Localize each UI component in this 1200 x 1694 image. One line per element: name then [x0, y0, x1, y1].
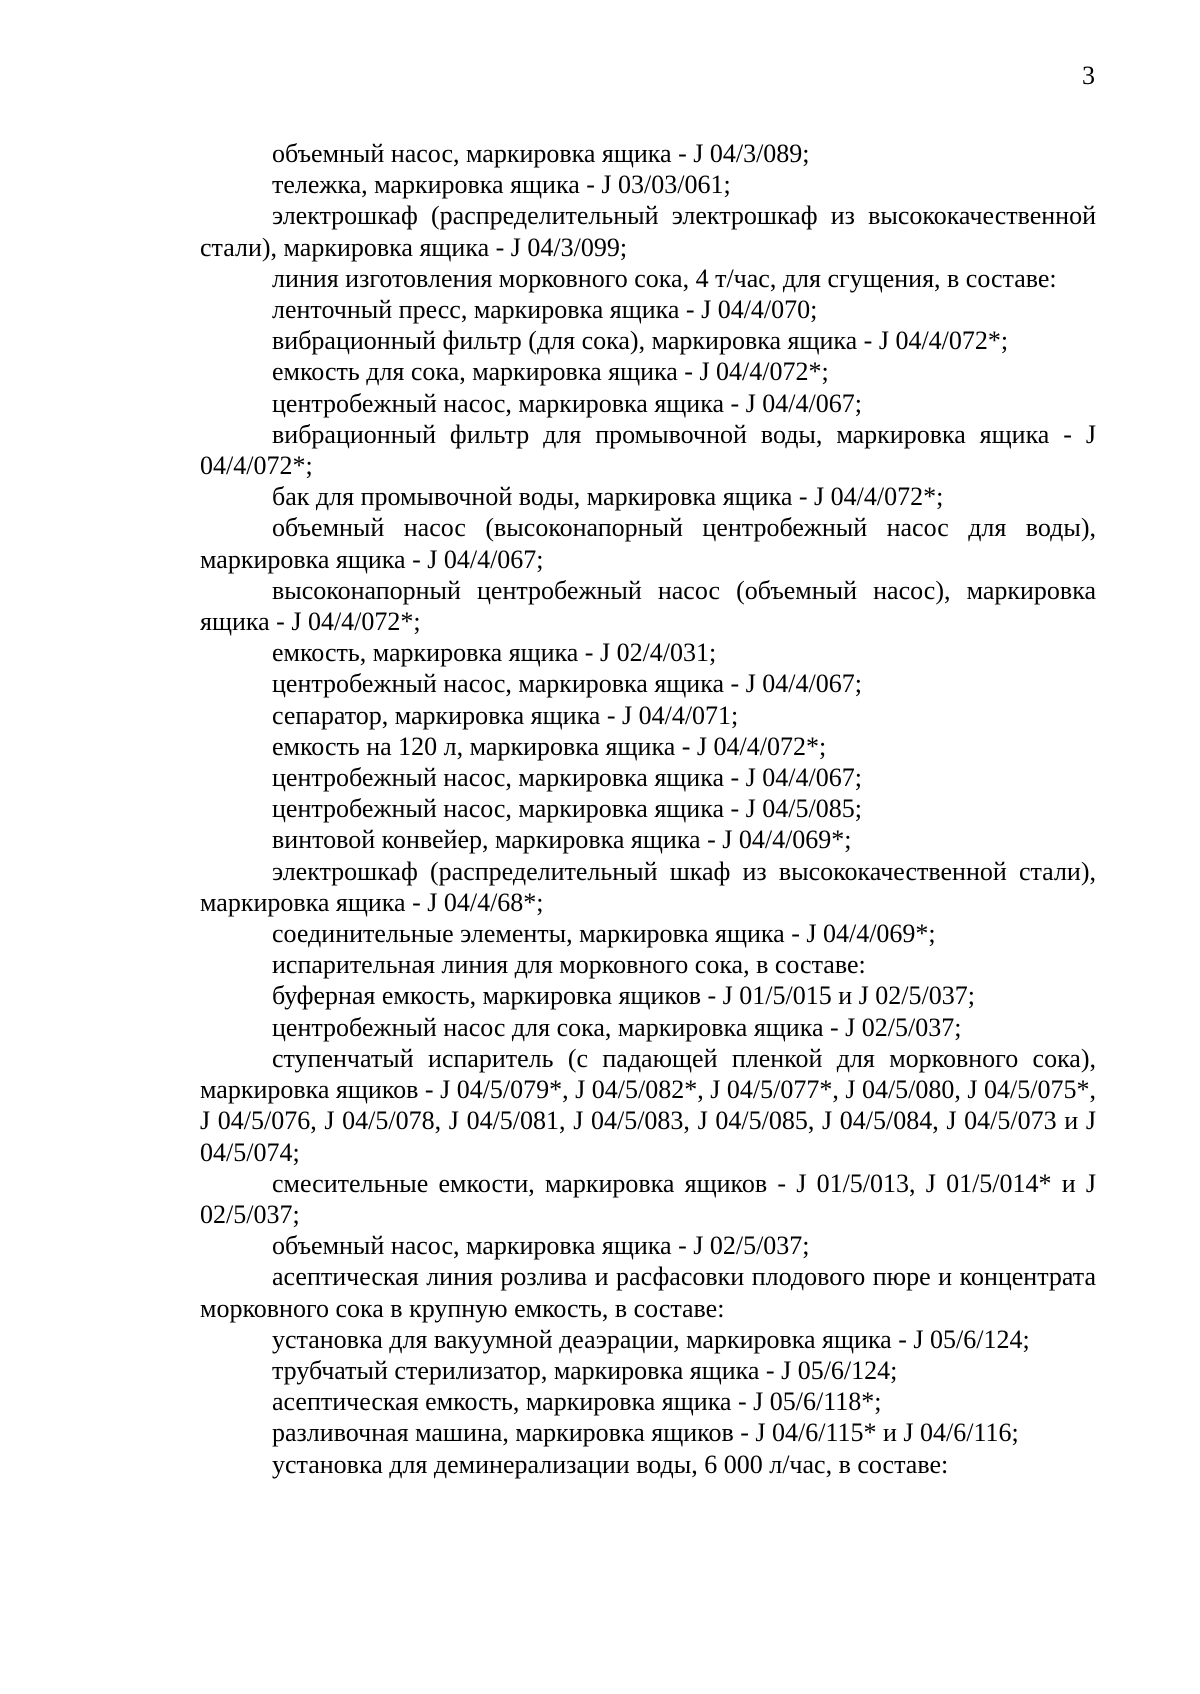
paragraph: установка для деминерализации воды, 6 000 л/час, в составе:: [272, 1449, 949, 1479]
paragraph: линия изготовления морковного сока, 4 т/час, для сгущения, в составе:: [272, 263, 1057, 293]
paragraph: емкость на 120 л, маркировка ящика - J 04/4/072*;: [272, 731, 827, 761]
paragraph: центробежный насос, маркировка ящика - J 04/4/067;: [272, 763, 862, 793]
paragraph: бак для промывочной воды, маркировка ящика - J 04/4/072*;: [272, 482, 944, 512]
paragraph: центробежный насос, маркировка ящика - J 04/4/067;: [272, 669, 862, 699]
paragraph: испарительная линия для морковного сока, в составе:: [272, 950, 866, 980]
paragraph: вибрационный фильтр (для сока), маркировка ящика - J 04/4/072*;: [272, 326, 1009, 356]
paragraph: объемный насос, маркировка ящика - J 02/5/037;: [272, 1231, 810, 1261]
paragraph: емкость для сока, маркировка ящика - J 04/4/072*;: [272, 357, 829, 387]
paragraph: центробежный насос для сока, маркировка ящика - J 02/5/037;: [272, 1012, 962, 1042]
page-number: 3: [1082, 61, 1095, 90]
paragraph: ленточный пресс, маркировка ящика - J 04/4/070;: [272, 295, 818, 325]
paragraph: разливочная машина, маркировка ящиков - J 04/6/115* и J 04/6/116;: [272, 1418, 1019, 1448]
paragraph: асептическая емкость, маркировка ящика - J 05/6/118*;: [272, 1387, 882, 1417]
paragraph: асептическая линия розлива и расфасовки плодового пюре и концентрата морковного сока в крупную емкость, в составе:: [200, 1262, 1096, 1323]
paragraph: смесительные емкости, маркировка ящиков - J 01/5/013, J 01/5/014* и J 02/5/037;: [200, 1168, 1096, 1229]
paragraph: тележка, маркировка ящика - J 03/03/061;: [272, 170, 731, 200]
paragraph: установка для вакуумной деаэрации, маркировка ящика - J 05/6/124;: [272, 1324, 1030, 1354]
paragraph: высоконапорный центробежный насос (объемный насос), маркировка ящика - J 04/4/072*;: [200, 575, 1096, 637]
paragraph: вибрационный фильтр для промывочной воды, маркировка ящика - J 04/4/072*;: [200, 419, 1096, 481]
paragraph: сепаратор, маркировка ящика - J 04/4/071;: [272, 700, 739, 730]
paragraph: буферная емкость, маркировка ящиков - J 01/5/015 и J 02/5/037;: [272, 981, 975, 1011]
paragraph: центробежный насос, маркировка ящика - J 04/5/085;: [272, 794, 862, 824]
paragraph: ступенчатый испаритель (с падающей пленкой для морковного сока), маркировка ящиков - J 04/5/079*, J 04/5/082*, J 04/5/077*, J 04/5/080, J 04/5/075*, J 04/5/076, J 04/5/078, J 04/5/081, J 04/5/083, J 04/5/085, J 04/5/084, J 04/5/073 и J 04/5/074;: [200, 1043, 1096, 1167]
paragraph: электрошкаф (распределительный электрошкаф из высококачественной стали), маркировка ящика - J 04/3/099;: [200, 201, 1096, 262]
paragraph: винтовой конвейер, маркировка ящика - J 04/4/069*;: [272, 825, 852, 855]
paragraph: объемный насос (высоконапорный центробежный насос для воды), маркировка ящика - J 04/4/067;: [200, 513, 1096, 574]
paragraph: центробежный насос, маркировка ящика - J 04/4/067;: [272, 388, 862, 418]
paragraph: трубчатый стерилизатор, маркировка ящика - J 05/6/124;: [272, 1355, 898, 1385]
paragraph: электрошкаф (распределительный шкаф из высококачественной стали), маркировка ящика - J 04/4/68*;: [200, 856, 1096, 917]
paragraph: соединительные элементы, маркировка ящика - J 04/4/069*;: [272, 919, 936, 949]
paragraph: емкость, маркировка ящика - J 02/4/031;: [272, 638, 717, 668]
document-body: [200, 138, 1096, 1480]
paragraph: объемный насос, маркировка ящика - J 04/3/089;: [272, 139, 810, 168]
